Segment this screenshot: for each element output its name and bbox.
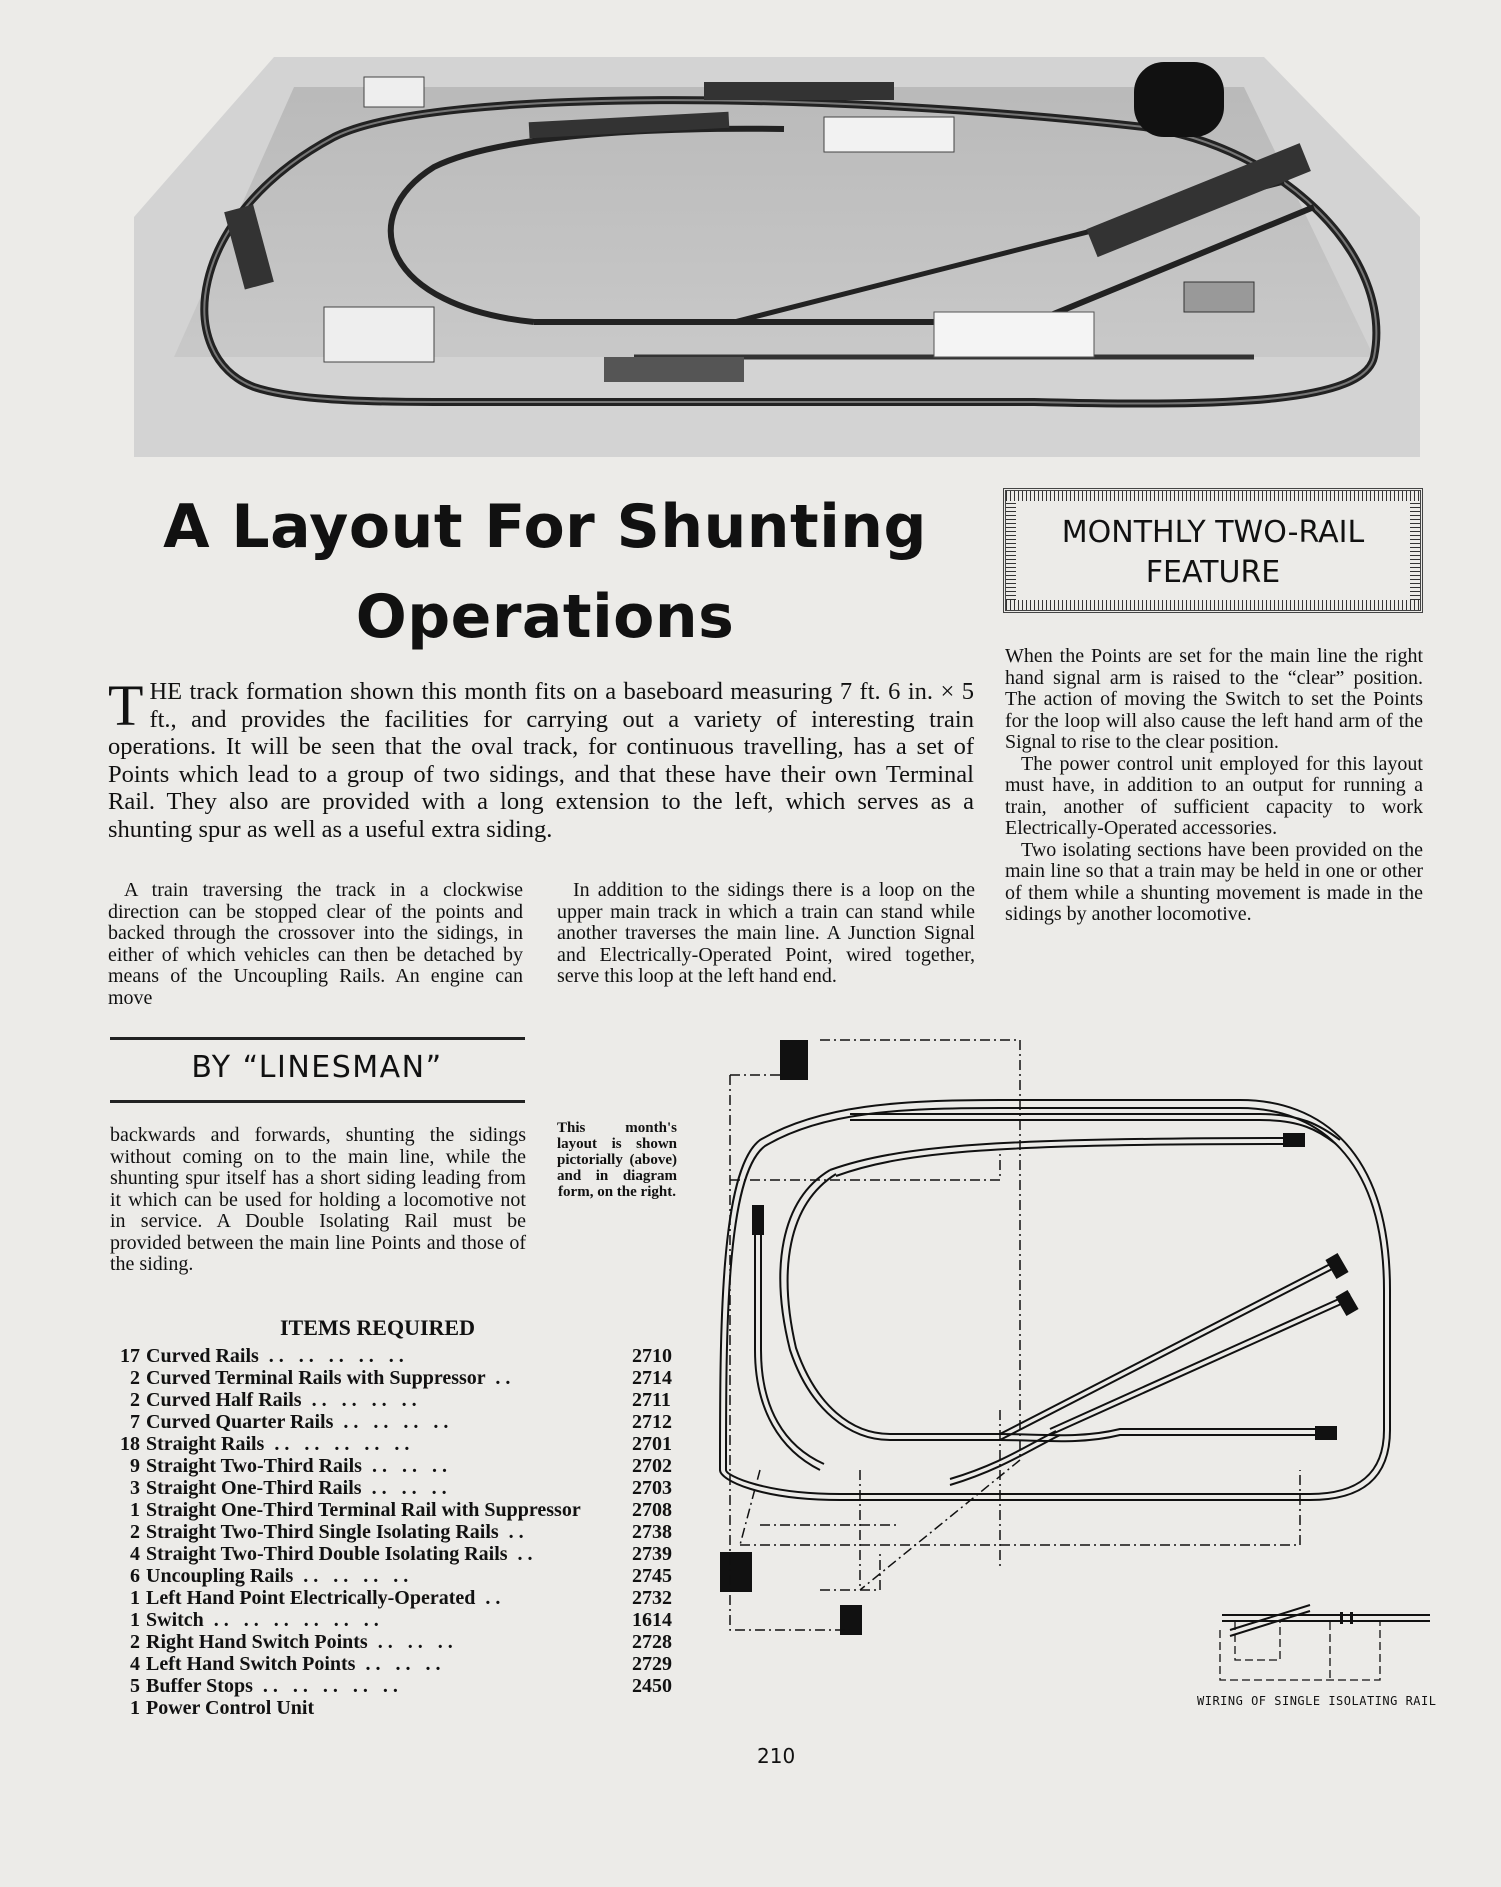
item-quantity: 6 [130,1565,140,1587]
item-leader: . . [498,1521,524,1543]
item-name: Straight Two-Third Rails [146,1455,362,1477]
item-quantity: 17 [120,1345,140,1367]
column-2-text: In addition to the sidings there is a loop on the upper main track in which a train can stand while another traverses the main line. A Junction Signal and Electrically-Operated Point, wired together, serve this loop at the left hand end. [557,879,975,987]
item-quantity: 1 [130,1697,140,1719]
item-row [108,1653,688,1675]
item-row [108,1631,688,1653]
item-leader: . . . . . . . . [301,1389,417,1411]
item-catalogue-number: 2728 [632,1631,672,1653]
item-name: Uncoupling Rails [146,1565,294,1587]
item-leader: . . [485,1367,511,1389]
title-line-1: A Layout For Shunting [163,492,927,562]
item-row [108,1543,688,1565]
page-number: 210 [757,1744,796,1768]
item-quantity: 7 [130,1411,140,1433]
feature-banner [1003,488,1423,613]
item-name: Straight Two-Third Double Isolating Rails [146,1543,508,1565]
item-row [108,1587,688,1609]
item-row [108,1477,688,1499]
item-name: Curved Quarter Rails [146,1411,334,1433]
item-catalogue-number: 2729 [632,1653,672,1675]
item-row [108,1433,688,1455]
wiring-caption: WIRING OF SINGLE ISOLATING RAIL [1197,1694,1437,1708]
item-catalogue-number: 2701 [632,1433,672,1455]
item-catalogue-number: 2745 [632,1565,672,1587]
item-leader: . . [475,1587,501,1609]
item-quantity: 1 [130,1587,140,1609]
item-leader: . . . . . . . . [293,1565,409,1587]
item-row [108,1675,688,1697]
item-catalogue-number: 2703 [632,1477,672,1499]
item-catalogue-number: 2739 [632,1543,672,1565]
intro-paragraph [108,673,974,843]
items-required-list [108,1345,688,1719]
drop-cap: T [108,673,144,738]
item-leader: . . . . . . . . . . [252,1675,398,1697]
column-1-continued: backwards and forwards, shunting the sidings without coming on to the main line, while the shunting spur itself has a short siding leading from it which can be used for holding a locomotive not in service. A Double Isolating Rail must be provided between the main line Points and those of the siding. [110,1124,526,1275]
item-quantity: 1 [130,1499,140,1521]
article-title [110,482,980,662]
item-quantity: 2 [130,1367,140,1389]
diagram-caption: This month's layout is shown pictorially (above) and in diagram form, on the right. [557,1120,677,1200]
title-line-2: Operations [355,582,735,652]
item-catalogue-number: 2711 [632,1389,671,1411]
item-name: Curved Half Rails [146,1389,302,1411]
item-catalogue-number: 2702 [632,1455,672,1477]
column-3-text [1005,646,1423,926]
item-leader: . . . . . . [361,1455,447,1477]
item-catalogue-number: 1614 [632,1609,672,1631]
byline-rule-bottom [110,1100,525,1103]
item-quantity: 9 [130,1455,140,1477]
item-name: Buffer Stops [146,1675,253,1697]
item-leader: . . . . . . [361,1477,447,1499]
intro-text: HE track formation shown this month fits on a baseboard measuring 7 ft. 6 in. × 5 ft., and provides the facilities for carrying out a variety of interesting train operations. It will be seen that the oval track, for continuous travelling, has a set of Points which lead to a group of two sidings, and that these have their own Terminal Rail. They also are provided with a long extension to the left, which serves as a shunting spur as well as a useful extra siding. [108,678,974,843]
byline-rule-top [110,1037,525,1040]
item-catalogue-number: 2450 [632,1675,672,1697]
item-quantity: 3 [130,1477,140,1499]
feature-line-1: MONTHLY TWO-RAIL [1061,515,1365,550]
item-leader: . . . . . . [367,1631,453,1653]
item-name: Switch [146,1609,204,1631]
item-leader: . . . . . . . . . . [258,1345,404,1367]
item-quantity: 5 [130,1675,140,1697]
item-catalogue-number: 2738 [632,1521,672,1543]
items-required-heading: ITEMS REQUIRED [280,1315,475,1340]
item-name: Left Hand Switch Points [146,1653,356,1675]
item-catalogue-number: 2732 [632,1587,672,1609]
item-quantity: 4 [130,1653,140,1675]
item-quantity: 18 [120,1433,140,1455]
item-catalogue-number: 2712 [632,1411,672,1433]
item-quantity: 2 [130,1521,140,1543]
item-row [108,1609,688,1631]
item-quantity: 2 [130,1631,140,1653]
column-3-para-1: When the Points are set for the main line the right hand signal arm is raised to the “clear” position. The action of moving the Switch to set the Points for the loop will also cause the left hand arm of the Signal to rise to the clear position. [1005,645,1423,753]
item-quantity: 4 [130,1543,140,1565]
item-row [108,1455,688,1477]
item-row [108,1389,688,1411]
item-quantity: 2 [130,1389,140,1411]
item-name: Straight Two-Third Single Isolating Rails [146,1521,499,1543]
item-leader: . . . . . . . . [333,1411,449,1433]
item-row [108,1345,688,1367]
track-diagram [700,1030,1420,1640]
item-leader: . . . . . . [355,1653,441,1675]
item-row [108,1697,688,1719]
item-row [108,1367,688,1389]
column-3-para-2: The power control unit employed for this layout must have, in addition to an output for running a train, another of sufficient capacity to work Electrically-Operated accessories. [1005,752,1423,839]
item-name: Power Control Unit [146,1697,315,1719]
item-name: Left Hand Point Electrically-Operated [146,1587,476,1609]
item-name: Curved Terminal Rails with Suppressor [146,1367,486,1389]
column-3-para-3: Two isolating sections have been provided on the main line so that a train may be held in one or other of them while a shunting movement is made in the sidings by another locomotive. [1005,838,1423,925]
item-quantity: 1 [130,1609,140,1631]
item-name: Straight One-Third Terminal Rail with Suppressor [146,1499,581,1521]
item-row [108,1565,688,1587]
feature-line-2: FEATURE [1145,555,1281,590]
item-leader: . . . . . . . . . . [264,1433,410,1455]
item-name: Curved Rails [146,1345,259,1367]
item-leader: . . . . . . . . . . . . [203,1609,379,1631]
item-catalogue-number: 2708 [632,1499,672,1521]
item-leader: . . [507,1543,533,1565]
layout-photograph [134,57,1420,457]
item-row [108,1411,688,1433]
item-catalogue-number: 2714 [632,1367,672,1389]
column-1-text: A train traversing the track in a clockwise direction can be stopped clear of the points and backed through the crossover into the sidings, in either of which vehicles can then be detached by means of the Uncoupling Rails. An engine can move [108,879,523,1009]
item-catalogue-number: 2710 [632,1345,672,1367]
item-row [108,1499,688,1521]
item-name: Straight Rails [146,1433,265,1455]
byline: BY “LINESMAN” [191,1050,443,1085]
item-row [108,1521,688,1543]
item-name: Straight One-Third Rails [146,1477,362,1499]
item-name: Right Hand Switch Points [146,1631,368,1653]
